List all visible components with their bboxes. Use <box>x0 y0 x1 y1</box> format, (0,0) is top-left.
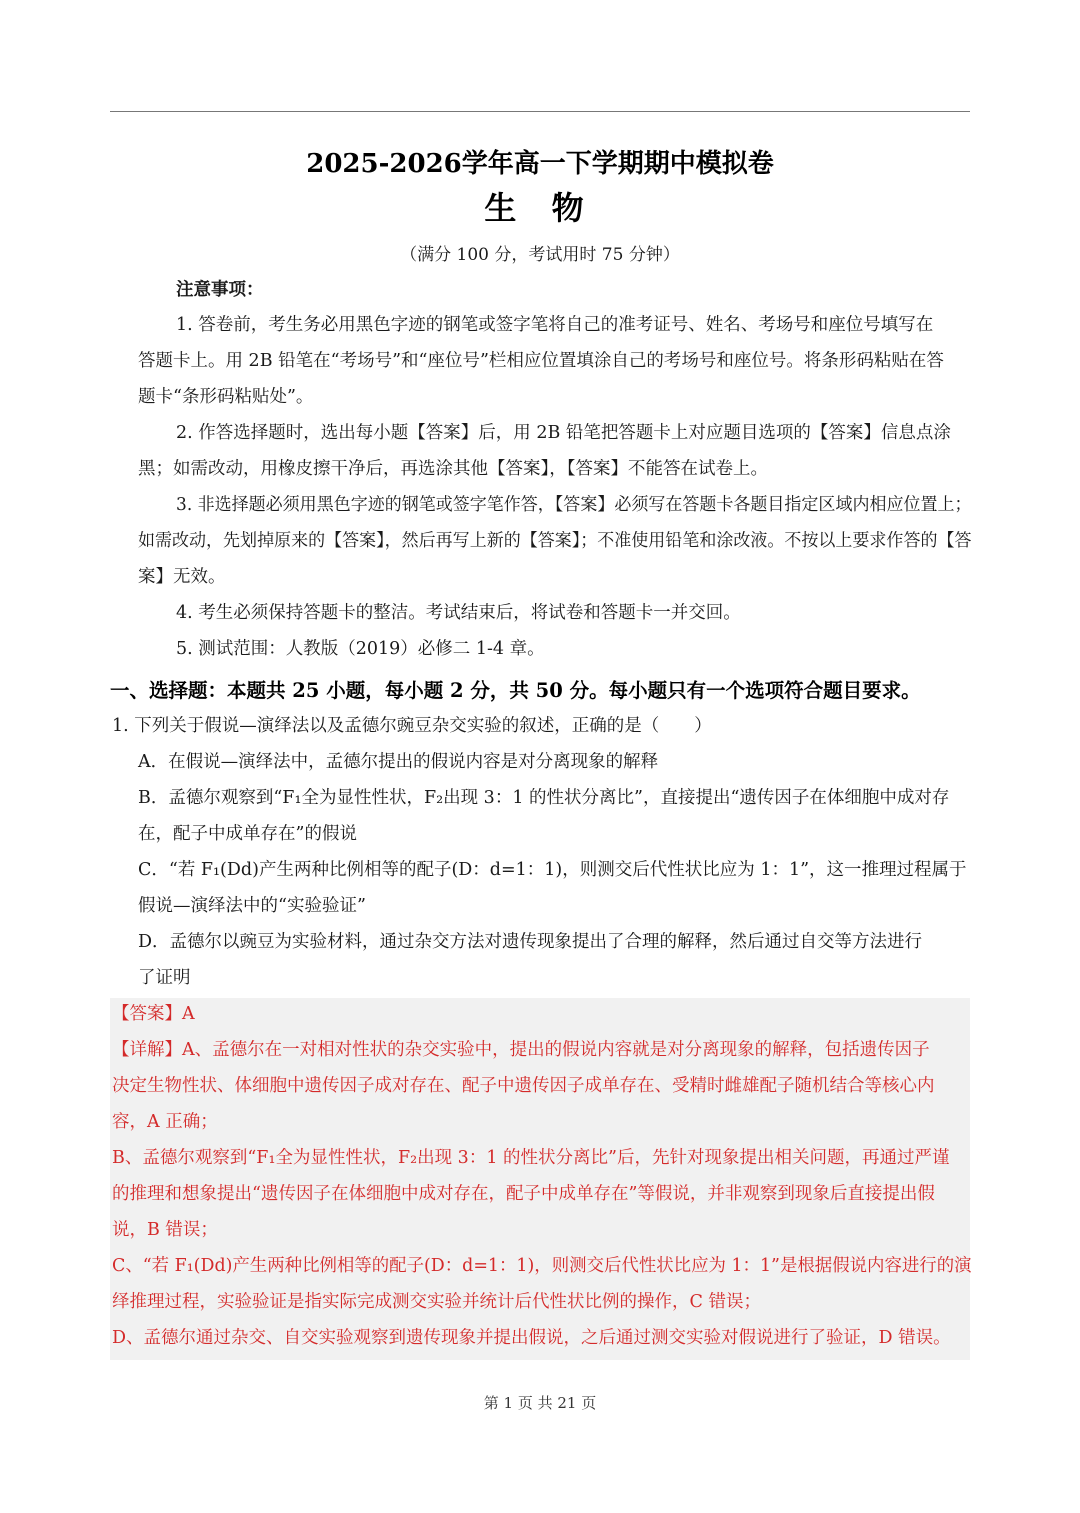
notice-line: 4. 考生必须保持答题卡的整洁。考试结束后，将试卷和答题卡一并交回。 <box>176 603 741 623</box>
question-option: D．孟德尔以豌豆为实验材料，通过杂交方法对遗传现象提出了合理的解释，然后通过自交等方法进行 <box>138 932 923 952</box>
answer-detail-line: D、孟德尔通过杂交、自交实验观察到遗传现象并提出假说，之后通过测交实验对假说进行了验证，D 错误。 <box>112 1328 951 1348</box>
exam-title: 2025-2026学年高一下学期期中模拟卷 <box>306 149 774 179</box>
notice-line: 1. 答卷前，考生务必用黑色字迹的钢笔或签字笔将自己的准考证号、姓名、考场号和座位号填写在 <box>176 315 934 335</box>
exam-subtitle: （满分 100 分，考试用时 75 分钟） <box>400 245 680 265</box>
subject-title: 生 物 <box>484 189 596 227</box>
answer-detail-line: B、孟德尔观察到“F₁全为显性性状，F₂出现 3：1 的性状分离比”后，先针对现象提出相关问题，再通过严谨 <box>112 1148 950 1168</box>
answer-label: 【答案】A <box>112 1004 195 1024</box>
answer-detail-line: 决定生物性状、体细胞中遗传因子成对存在、配子中遗传因子成单存在、受精时雌雄配子随机结合等核心内 <box>112 1076 935 1096</box>
notice-line: 黑；如需改动，用橡皮擦干净后，再选涂其他【答案】，【答案】不能答在试卷上。 <box>138 459 768 479</box>
answer-detail-line: 容，A 正确； <box>112 1112 218 1132</box>
notice-line: 案】无效。 <box>138 567 226 587</box>
page-number: 第 1 页 共 21 页 <box>483 1394 597 1412</box>
notice-line: 题卡“条形码粘贴处”。 <box>138 387 314 407</box>
answer-detail-line: 【详解】A、孟德尔在一对相对性状的杂交实验中，提出的假说内容就是对分离现象的解释，包括遗传因子 <box>112 1040 930 1060</box>
notice-line: 3. 非选择题必须用黑色字迹的钢笔或签字笔作答，【答案】必须写在答题卡各题目指定区域内相应位置上； <box>176 495 972 515</box>
question-option: 假说—演绎法中的“实验验证” <box>138 896 366 916</box>
question-option: B．孟德尔观察到“F₁全为显性性状，F₂出现 3：1 的性状分离比”，直接提出“遗传因子在体细胞中成对存 <box>138 788 950 808</box>
question-option: A．在假说—演绎法中，孟德尔提出的假说内容是对分离现象的解释 <box>138 752 659 772</box>
notice-line: 2. 作答选择题时，选出每小题【答案】后，用 2B 铅笔把答题卡上对应题目选项的【答案】信息点涂 <box>176 423 951 443</box>
question-stem: 1. 下列关于假说—演绎法以及孟德尔豌豆杂交实验的叙述，正确的是（ ） <box>112 716 712 736</box>
question-option: C．“若 F₁(Dd)产生两种比例相等的配子(D：d=1：1)，则测交后代性状比应为 1：1”，这一推理过程属于 <box>138 860 967 880</box>
notice-line: 答题卡上。用 2B 铅笔在“考场号”和“座位号”栏相应位置填涂自己的考场号和座位号。将条形码粘贴在答 <box>138 351 944 371</box>
notice-line: 5. 测试范围：人教版（2019）必修二 1-4 章。 <box>176 639 545 659</box>
answer-detail-line: C、“若 F₁(Dd)产生两种比例相等的配子(D：d=1：1)，则测交后代性状比应为 1：1”是根据假说内容进行的演 <box>112 1256 972 1276</box>
question-option: 在，配子中成单存在”的假说 <box>138 824 357 844</box>
header-rule <box>110 111 970 112</box>
question-option: 了证明 <box>138 968 191 988</box>
notice-heading: 注意事项： <box>176 280 264 300</box>
answer-detail-line: 绎推理过程，实验验证是指实际完成测交实验并统计后代性状比例的操作，C 错误； <box>112 1292 761 1312</box>
notice-line: 如需改动，先划掉原来的【答案】，然后再写上新的【答案】；不准使用铅笔和涂改液。不按以上要求作答的【答 <box>138 531 972 551</box>
answer-detail-line: 的推理和想象提出“遗传因子在体细胞中成对存在，配子中成单存在”等假说，并非观察到现象后直接提出假 <box>112 1184 935 1204</box>
answer-detail-line: 说，B 错误； <box>112 1220 218 1240</box>
section-heading: 一、选择题：本题共 25 小题，每小题 2 分，共 50 分。每小题只有一个选项符合题目要求。 <box>110 679 921 702</box>
